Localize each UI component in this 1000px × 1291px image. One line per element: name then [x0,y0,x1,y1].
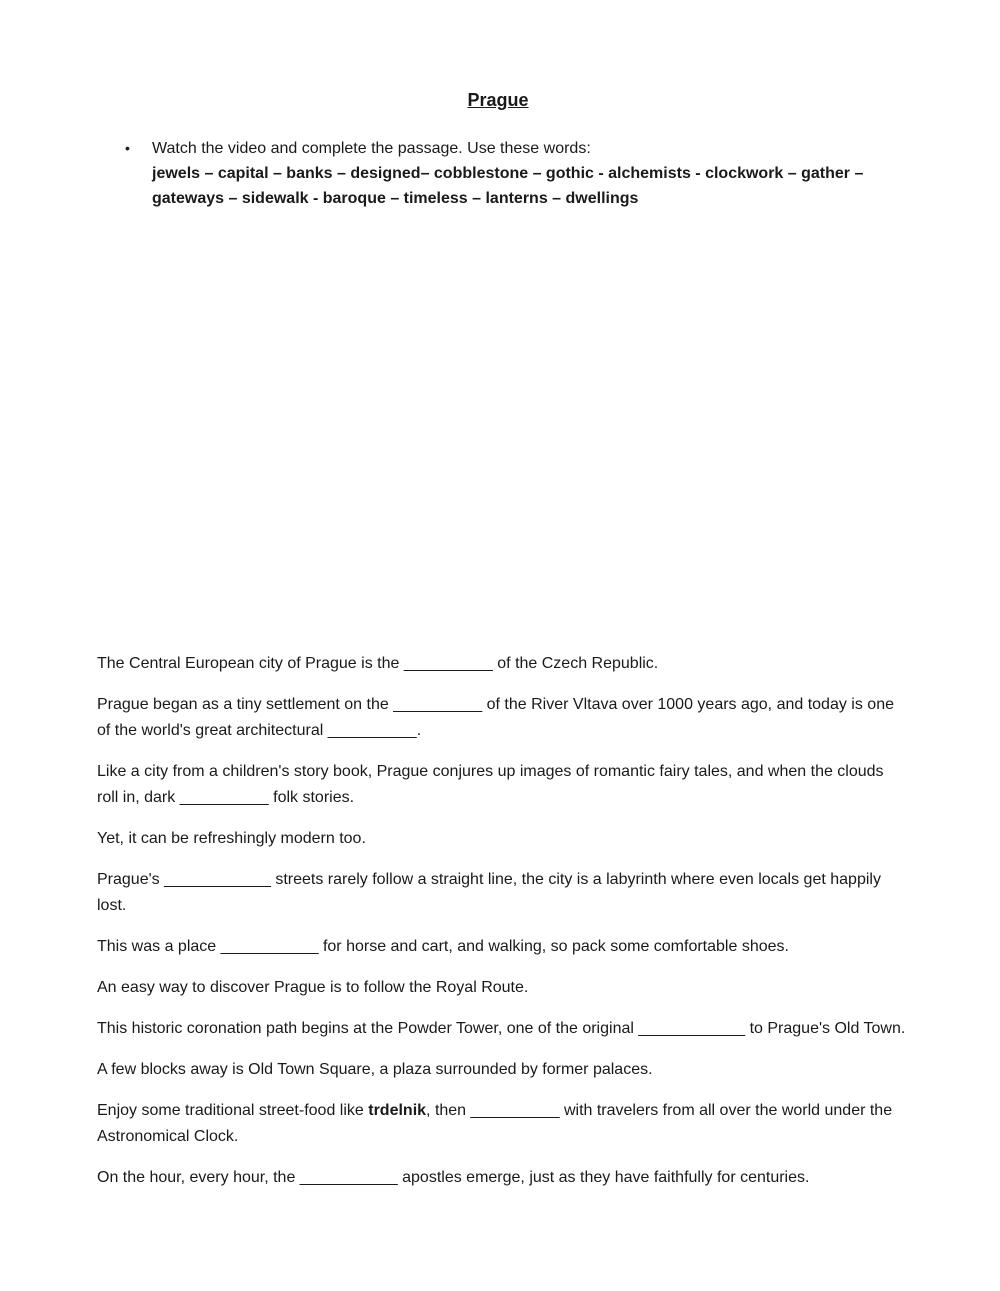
passage-paragraph-11 [97,1165,907,1191]
instructions-text: Watch the video and complete the passage. Use these words: [152,140,591,157]
blank-4: __________ [179,789,269,806]
passage-paragraph-6 [97,934,907,960]
p1-before: The Central European city of Prague is the [97,655,404,672]
p8-before: This historic coronation path begins at the Powder Tower, one of the original [97,1020,639,1037]
passage-paragraph-8 [97,1016,907,1042]
passage-paragraph-1 [97,651,907,677]
instructions-body [152,136,880,211]
bullet-icon: • [125,140,130,156]
p3-after: folk stories. [268,789,355,806]
p6-before: This was a place [97,938,221,955]
p3-before: Like a city from a children's story book, Prague conjures up images of romantic fairy tales, and when the clouds roll in, dark [97,763,884,806]
blank-7: ____________ [638,1020,746,1037]
p2-after: . [416,722,422,739]
p5-after: streets rarely follow a straight line, the city is a labyrinth where even locals get happily lost. [97,871,881,914]
blank-9: ___________ [299,1169,398,1186]
p10-middle: , then [426,1102,471,1119]
p2-middle: of the River Vltava over 1000 years ago, and today is one of the world's great architectural [97,696,894,739]
p6-after: for horse and cart, and walking, so pack some comfortable shoes. [318,938,789,955]
passage-paragraph-4: Yet, it can be refreshingly modern too. [97,830,366,847]
p1-after: of the Czech Republic. [492,655,659,672]
passage [97,651,907,1206]
passage-paragraph-9: A few blocks away is Old Town Square, a plaza surrounded by former palaces. [97,1061,653,1078]
passage-paragraph-10 [97,1098,907,1150]
p11-before: On the hour, every hour, the [97,1169,300,1186]
blank-1: __________ [403,655,493,672]
p10-after: with travelers from all over the world under the Astronomical Clock. [97,1102,893,1145]
page-title: Prague [467,90,529,110]
p11-after: apostles emerge, just as they have faithfully for centuries. [397,1169,810,1186]
word-bank: jewels – capital – banks – designed– cobblestone – gothic - alchemists - clockwork – gather – gateways – sidewalk - baroque – timeless – lanterns – dwellings [152,165,864,207]
blank-6: ___________ [220,938,319,955]
blank-3: __________ [327,722,417,739]
passage-paragraph-5 [97,867,907,919]
passage-paragraph-3 [97,759,907,811]
p2-before: Prague began as a tiny settlement on the [97,696,394,713]
blank-8: __________ [470,1102,560,1119]
p5-before: Prague's [97,871,165,888]
p8-after: to Prague's Old Town. [745,1020,906,1037]
p10-before: Enjoy some traditional street-food like [97,1102,369,1119]
passage-paragraph-7: An easy way to discover Prague is to follow the Royal Route. [97,979,529,996]
blank-2: __________ [393,696,483,713]
blank-5: ____________ [164,871,271,888]
instructions-block [120,136,880,211]
bold-word-trdelnik: trdelnik [368,1102,427,1119]
passage-paragraph-2 [97,692,907,744]
